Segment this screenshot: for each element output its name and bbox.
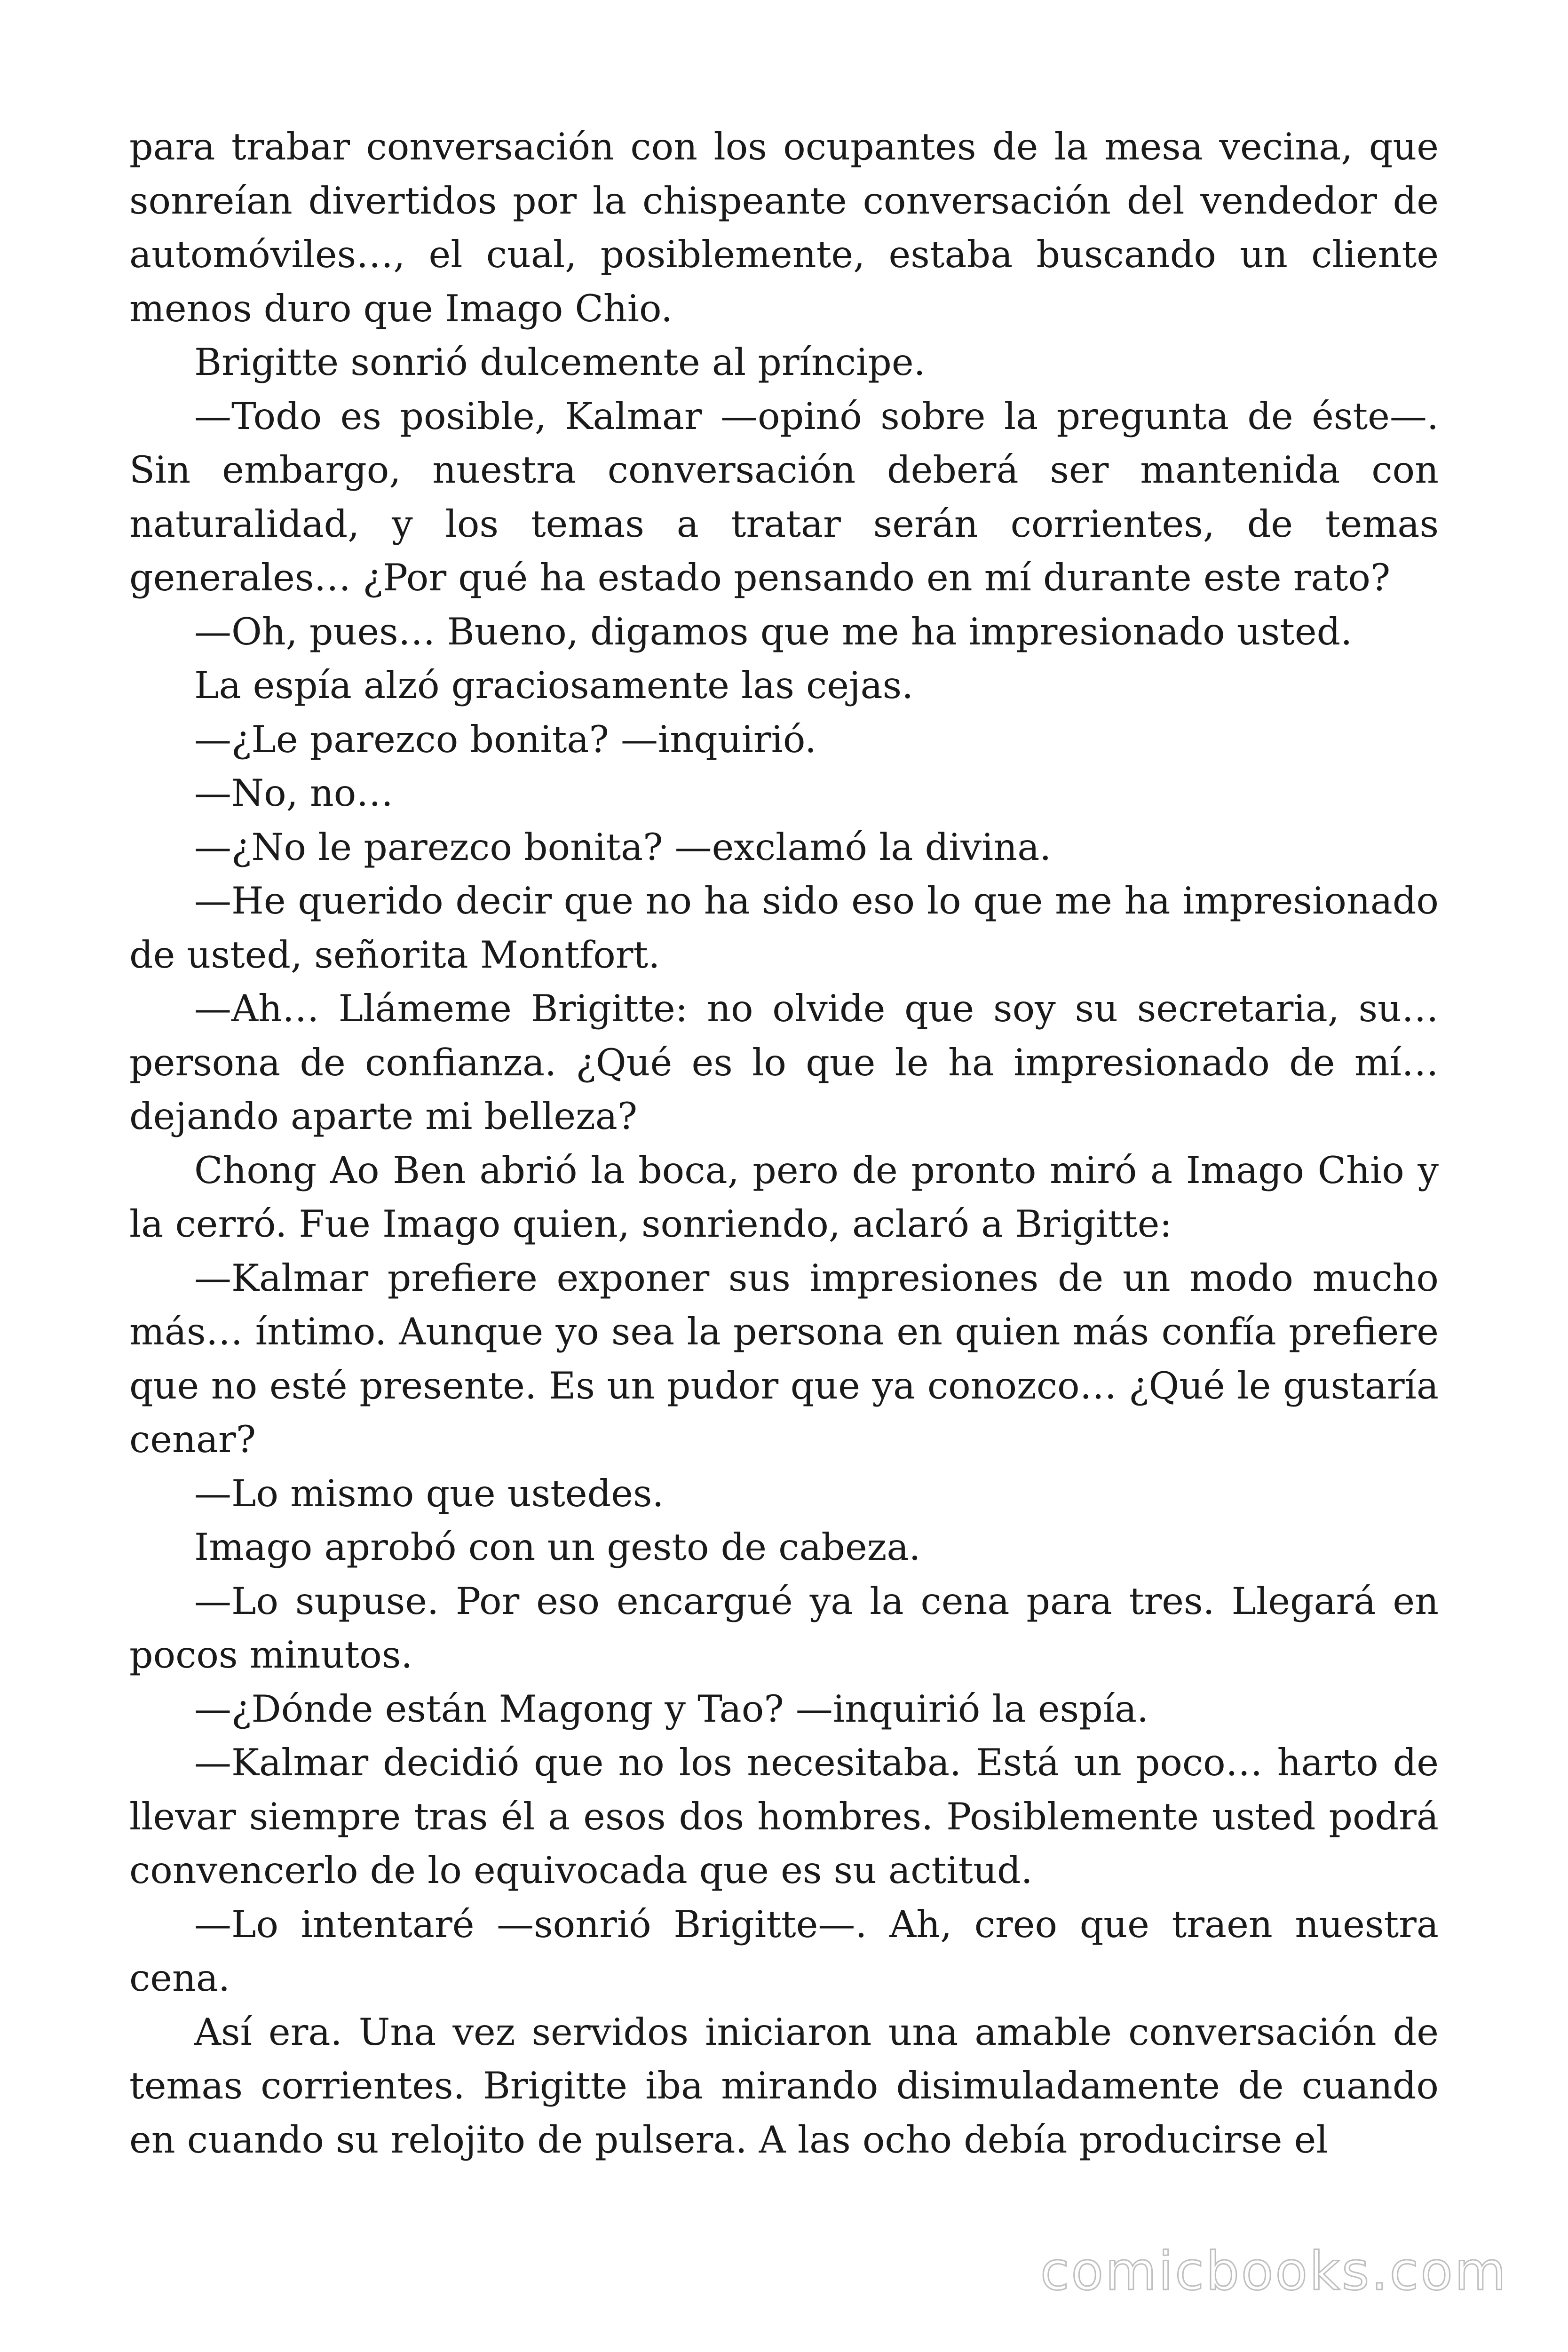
- paragraph: —No, no…: [194, 771, 394, 815]
- paragraph: —Oh, pues… Bueno, digamos que me ha impresionado usted.: [194, 610, 1353, 653]
- paragraph: —¿Le parezco bonita? —inquirió.: [194, 717, 817, 761]
- paragraph: para trabar conversación con los ocupantes de la mesa vecina, que sonreían divertidos por la chispeante conversación del vendedor de automóviles…, el cual, posiblemente, estaba buscando un cliente menos duro que Imago Chio.: [129, 125, 1439, 330]
- paragraph: —He querido decir que no ha sido eso lo que me ha impresionado de usted, señorita Montfort.: [129, 879, 1439, 977]
- paragraph: —Kalmar decidió que no los necesitaba. Está un poco… harto de llevar siempre tras él a esos dos hombres. Posiblemente usted podrá convencerlo de lo equivocada que es su actitud.: [129, 1741, 1439, 1892]
- paragraph: Chong Ao Ben abrió la boca, pero de pronto miró a Imago Chio y la cerró. Fue Imago quien, sonriendo, aclaró a Brigitte:: [129, 1148, 1439, 1246]
- paragraph: —Ah… Llámeme Brigitte: no olvide que soy su secretaria, su… persona de confianza. ¿Qué es lo que le ha impresionado de mí… dejando aparte mi belleza?: [129, 987, 1439, 1138]
- paragraph: —Todo es posible, Kalmar —opinó sobre la pregunta de éste—. Sin embargo, nuestra conversación deberá ser mantenida con naturalidad, y los temas a tratar serán corrientes, de temas generales… ¿Por qué ha estado pensando en mí durante este rato?: [129, 394, 1439, 599]
- paragraph: —¿Dónde están Magong y Tao? —inquirió la espía.: [194, 1687, 1149, 1731]
- book-page-text: [129, 120, 1439, 2167]
- paragraph: —¿No le parezco bonita? —exclamó la divina.: [194, 825, 1052, 869]
- paragraph: —Lo mismo que ustedes.: [194, 1471, 664, 1515]
- watermark: comicbooks.com: [1040, 2241, 1508, 2302]
- paragraph: La espía alzó graciosamente las cejas.: [194, 664, 914, 707]
- paragraph: Así era. Una vez servidos iniciaron una amable conversación de temas corrientes. Brigitte iba mirando disimuladamente de cuando en cuando su relojito de pulsera. A las ocho debía producirse el: [129, 2010, 1439, 2161]
- paragraph: Imago aprobó con un gesto de cabeza.: [194, 1526, 921, 1569]
- paragraph: Brigitte sonrió dulcemente al príncipe.: [194, 341, 926, 384]
- paragraph: —Lo supuse. Por eso encargué ya la cena para tres. Llegará en pocos minutos.: [129, 1579, 1439, 1677]
- paragraph: —Lo intentaré —sonrió Brigitte—. Ah, creo que traen nuestra cena.: [129, 1902, 1439, 2000]
- paragraph: —Kalmar prefiere exponer sus impresiones de un modo mucho más… íntimo. Aunque yo sea la persona en quien más confía prefiere que no esté presente. Es un pudor que ya conozco… ¿Qué le gustaría cenar?: [129, 1256, 1439, 1461]
